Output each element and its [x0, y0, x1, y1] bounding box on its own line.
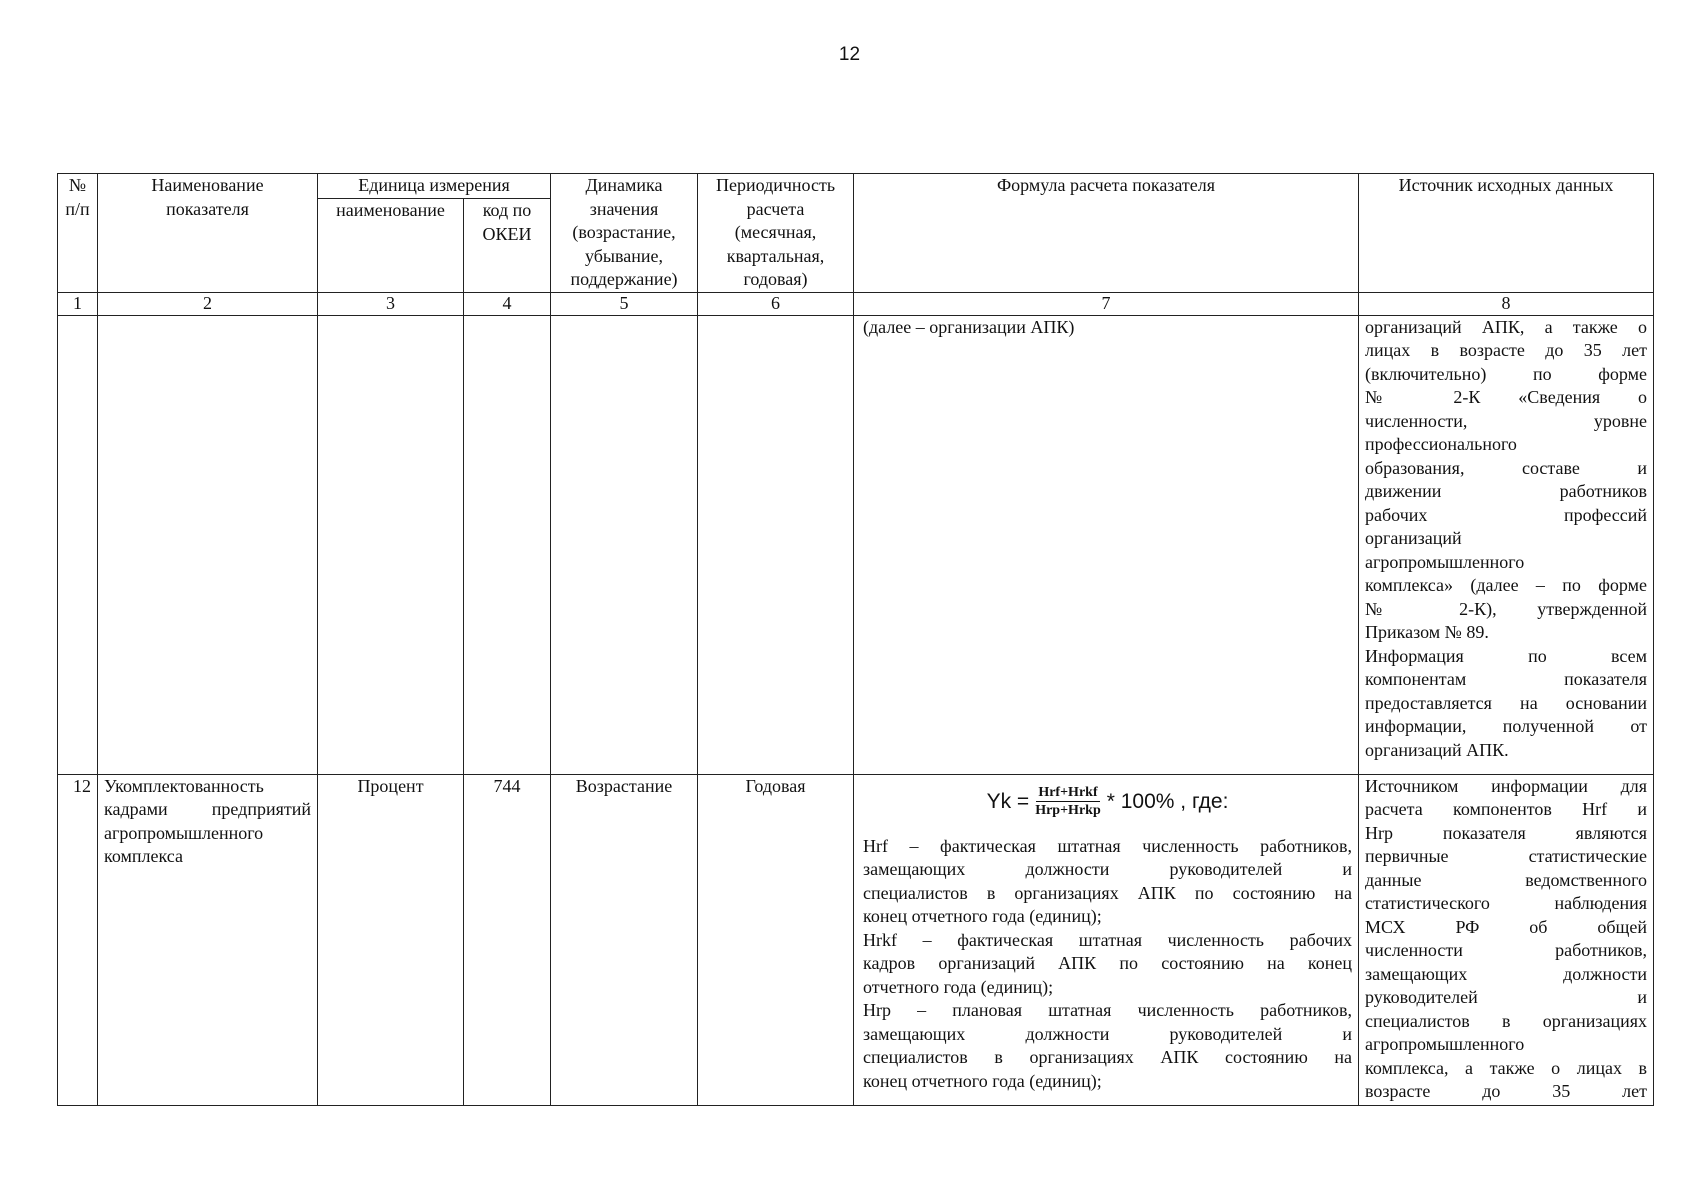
source-line: информации, полученной от — [1365, 716, 1648, 736]
header-dynamics-line: убывание, — [585, 245, 664, 266]
header-periodicity-line: расчета — [746, 198, 805, 219]
cell-row-number: 12 — [58, 774, 98, 1105]
header-code-line: ОКЕИ — [482, 223, 532, 244]
header-dynamics — [551, 174, 698, 293]
table-row — [58, 315, 1654, 774]
cell-empty — [98, 315, 318, 774]
header-dynamics-line: (возрастание, — [572, 222, 676, 242]
header-name-line: показателя — [166, 198, 249, 219]
header-no-line: № — [68, 175, 87, 195]
page-number: 12 — [838, 44, 861, 65]
source-line: первичные статистические — [1365, 846, 1648, 866]
source-line: агропромышленного — [1365, 551, 1525, 572]
source-line: движении работников — [1365, 481, 1648, 501]
header-periodicity-line: годовая) — [743, 269, 808, 289]
formula-denominator: Hrp+Hrkp — [1035, 803, 1101, 818]
header-dynamics-line: Динамика — [585, 175, 663, 195]
formula-line: Hrp – плановая штатная численность работников, — [863, 1000, 1353, 1020]
source-line: № 2-К «Сведения о — [1365, 387, 1648, 407]
formula-line: специалистов в организациях АПК состоянию на — [863, 1047, 1353, 1067]
source-line: комплекса, а также о лицах в — [1365, 1057, 1648, 1078]
header-periodicity-line: (месячная, — [734, 222, 817, 242]
column-number: 6 — [698, 292, 854, 315]
indicator-table — [57, 173, 1654, 1106]
table-row — [58, 774, 1654, 1105]
source-line: лицах в возрасте до 35 лет — [1365, 340, 1648, 360]
header-dynamics-line: значения — [589, 198, 659, 219]
header-no — [58, 174, 98, 293]
column-number-row — [58, 292, 1654, 315]
source-line: образования, составе и — [1365, 457, 1648, 478]
cell-source-continuation — [1359, 315, 1654, 774]
cell-empty — [58, 315, 98, 774]
header-unit-code — [464, 199, 551, 292]
cell-dynamics: Возрастание — [551, 774, 698, 1105]
source-line: (включительно) по форме — [1365, 363, 1648, 384]
formula-line: конец отчетного года (единиц); — [863, 906, 1102, 926]
header-no-line: п/п — [65, 198, 90, 219]
source-line: Hrp показателя являются — [1365, 822, 1648, 843]
source-line: № 2-К), утвержденной — [1365, 598, 1648, 619]
source-line: компонентам показателя — [1365, 669, 1648, 689]
header-indicator-name — [98, 174, 318, 293]
column-number: 1 — [58, 292, 98, 315]
cell-formula-continuation: (далее – организации АПК) — [854, 315, 1359, 774]
source-line: организаций — [1365, 528, 1462, 548]
source-line: специалистов в организациях — [1365, 1010, 1648, 1031]
indicator-name-line: комплекса — [104, 846, 183, 866]
cell-formula — [854, 774, 1359, 1105]
indicator-name-line: агропромышленного — [104, 822, 264, 843]
formula-lhs: Yk = — [986, 789, 1030, 813]
formula-line: специалистов в организациях АПК по состоянию на — [863, 882, 1353, 903]
formula-line: замещающих должности руководителей и — [863, 859, 1353, 879]
header-periodicity-line: Периодичность — [715, 175, 836, 195]
formula-line: кадров организаций АПК по состоянию на конец — [863, 953, 1353, 973]
source-line: организаций АПК, а также о — [1365, 316, 1648, 337]
source-line: агропромышленного — [1365, 1034, 1525, 1054]
column-number: 8 — [1359, 292, 1654, 315]
source-line: численности, уровне — [1365, 410, 1648, 431]
source-line: замещающих должности — [1365, 963, 1648, 984]
source-line: профессионального — [1365, 434, 1517, 454]
formula-line: Hrf – фактическая штатная численность работников, — [863, 835, 1353, 856]
formula-numerator: Hrf+Hrkf — [1038, 785, 1098, 800]
formula-line: замещающих должности руководителей и — [863, 1023, 1353, 1044]
header-formula: Формула расчета показателя — [854, 174, 1359, 293]
indicator-name-line: Укомплектованность — [104, 775, 264, 796]
formula-equation — [863, 777, 1352, 827]
cell-empty — [318, 315, 464, 774]
source-line: возрасте до 35 лет — [1365, 1081, 1648, 1101]
cell-source — [1359, 774, 1654, 1105]
source-line: МСХ РФ об общей — [1365, 916, 1648, 937]
source-line: комплекса» (далее – по форме — [1365, 575, 1648, 595]
cell-unit: Процент — [318, 774, 464, 1105]
source-line: Приказом № 89. — [1365, 622, 1489, 642]
header-dynamics-line: поддержание) — [570, 269, 678, 289]
column-number: 7 — [854, 292, 1359, 315]
indicator-name-line: кадрами предприятий — [104, 799, 311, 819]
header-code-line: код по — [482, 200, 532, 221]
column-number: 5 — [551, 292, 698, 315]
source-line: Информация по всем — [1365, 645, 1648, 666]
formula-fraction — [1033, 784, 1103, 819]
cell-empty — [464, 315, 551, 774]
column-number: 3 — [318, 292, 464, 315]
cell-okei-code: 744 — [464, 774, 551, 1105]
source-line: руководителей и — [1365, 987, 1648, 1007]
header-unit-name: наименование — [318, 199, 464, 292]
cell-indicator-name — [98, 774, 318, 1105]
formula-line: Hrkf – фактическая штатная численность рабочих — [863, 929, 1353, 950]
column-number: 4 — [464, 292, 551, 315]
source-line: организаций АПК. — [1365, 739, 1509, 760]
source-line: данные ведомственного — [1365, 869, 1648, 890]
column-number: 2 — [98, 292, 318, 315]
header-periodicity — [698, 174, 854, 293]
header-source: Источник исходных данных — [1359, 174, 1654, 293]
cell-periodicity: Годовая — [698, 774, 854, 1105]
header-name-line: Наименование — [151, 175, 264, 195]
source-line: статистического наблюдения — [1365, 893, 1648, 913]
header-periodicity-line: квартальная, — [726, 245, 825, 266]
source-line: численности работников, — [1365, 940, 1648, 960]
header-unit-group: Единица измерения — [318, 174, 551, 199]
formula-rhs: * 100% , где: — [1106, 789, 1229, 813]
header-row-1 — [58, 174, 1654, 199]
source-line: расчета компонентов Hrf и — [1365, 799, 1648, 819]
source-line: предоставляется на основании — [1365, 692, 1648, 713]
cell-empty — [698, 315, 854, 774]
cell-empty — [551, 315, 698, 774]
source-line: Источником информации для — [1365, 775, 1648, 796]
formula-line: отчетного года (единиц); — [863, 976, 1054, 997]
source-line: рабочих профессий — [1365, 504, 1648, 525]
formula-line: конец отчетного года (единиц); — [863, 1070, 1102, 1091]
